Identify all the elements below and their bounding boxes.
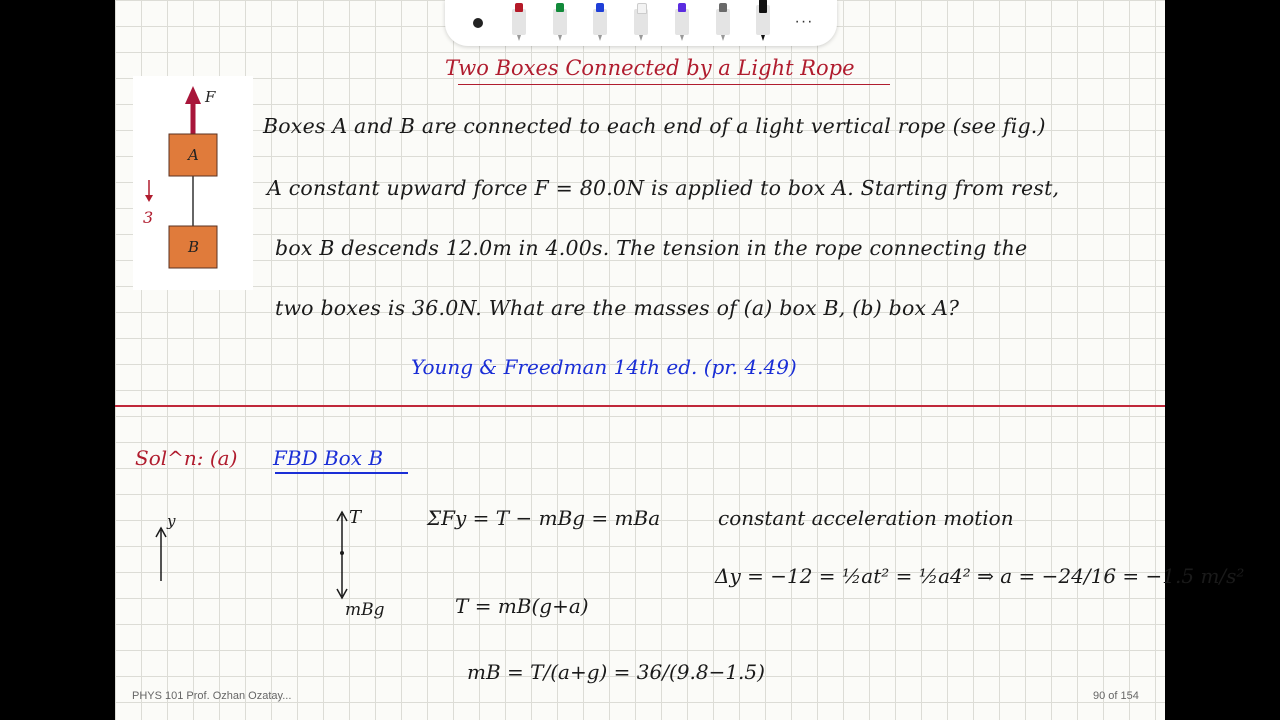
blue-pen-icon (596, 3, 604, 12)
white-pen-icon (637, 3, 647, 14)
notebook-page (115, 0, 1245, 720)
black-pen-tool[interactable] (748, 3, 778, 43)
box-b-label: B (188, 238, 200, 256)
red-pen-tool[interactable] (504, 3, 534, 43)
problem-line-3: box B descends 12.0m in 4.00s. The tension in the rope connecting the (275, 236, 1028, 260)
fbd-drawing (115, 0, 1165, 720)
force-label: F (205, 88, 216, 106)
problem-line-2: A constant upward force F = 80.0N is applied to box A. Starting from rest, (267, 176, 1060, 200)
fbd-heading: FBD Box B (273, 446, 384, 470)
dot-tool[interactable] (463, 3, 493, 43)
box-a-label: A (188, 146, 199, 164)
sum-forces-equation: ΣFy = T − mBg = mBa (427, 506, 661, 530)
gray-pen-tool[interactable] (708, 3, 738, 43)
purple-pen-icon (678, 3, 686, 12)
black-pen-icon (759, 0, 767, 13)
more-icon: ··· (794, 13, 814, 30)
tension-label: T (349, 507, 362, 528)
white-pen-tool[interactable] (626, 3, 656, 43)
solution-heading: Sol^n: (a) (135, 446, 238, 470)
problem-title: Two Boxes Connected by a Light Rope (445, 56, 855, 80)
reference-citation: Young & Freedman 14th ed. (pr. 4.49) (411, 355, 797, 379)
purple-pen-tool[interactable] (667, 3, 697, 43)
page-indicator: 90 of 154 (1093, 690, 1139, 702)
document-name: PHYS 101 Prof. Ozhan Ozatay... (132, 690, 292, 702)
weight-label: mBg (345, 600, 385, 620)
blue-pen-tool[interactable] (585, 3, 615, 43)
mass-equation: mB = T/(a+g) = 36/(9.8−1.5) (467, 660, 765, 684)
green-pen-icon (556, 3, 564, 12)
motion-label: 3 (143, 208, 154, 227)
red-pen-icon (515, 3, 523, 12)
y-axis-label: y (167, 512, 176, 530)
more-tool[interactable] (789, 3, 819, 43)
kinematics-equation: Δy = −12 = ½at² = ½a4² ⇒ a = −24/16 = −1.5 m/s² (715, 564, 1245, 588)
problem-line-1: Boxes A and B are connected to each end of a light vertical rope (see fig.) (263, 114, 1046, 138)
motion-note: constant acceleration motion (718, 506, 1014, 530)
pen-toolbar (445, 0, 837, 46)
problem-line-4: two boxes is 36.0N. What are the masses of (a) box B, (b) box A? (275, 296, 960, 320)
green-pen-tool[interactable] (545, 3, 575, 43)
tension-equation: T = mB(g+a) (455, 594, 589, 618)
gray-pen-icon (719, 3, 727, 12)
